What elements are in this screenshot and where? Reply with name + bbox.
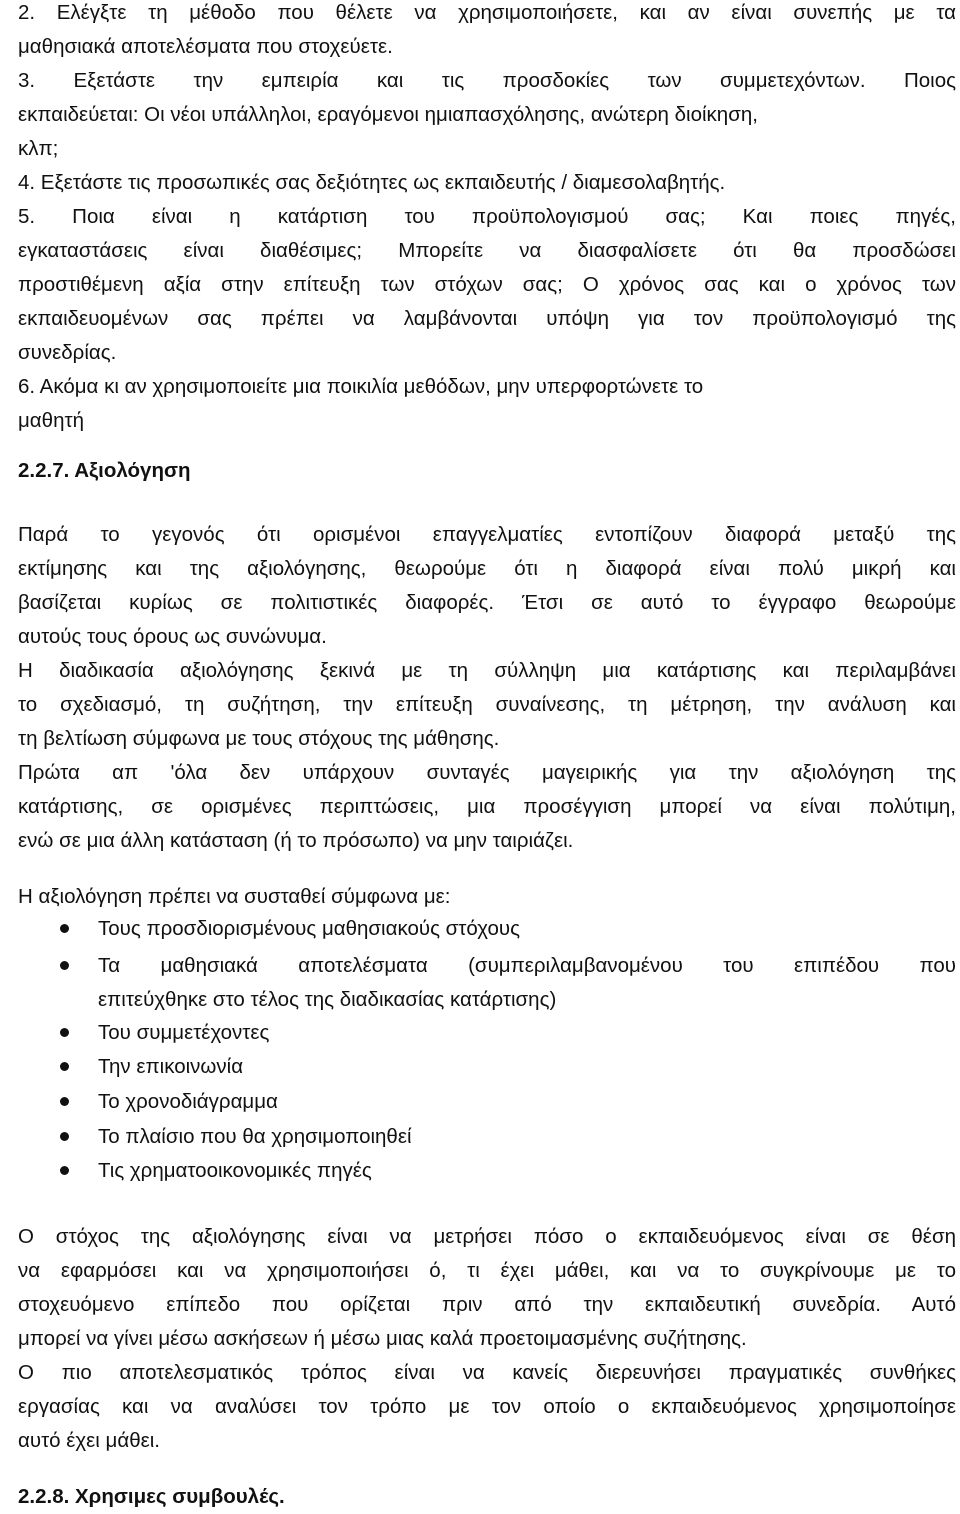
list-item-5-line-1: 5. Ποια είναι η κατάρτιση του προϋπολογισμού σας; Και ποιες πηγές, [18,205,956,228]
bullet-item-3: Του συμμετέχοντες [98,1021,270,1044]
list-item-3-line-2: εκπαιδεύεται: Οι νέοι υπάλληλοι, εραγόμενοι ημιαπασχόλησης, ανώτερη διοίκηση, [18,103,758,126]
bullet-item-6: Το πλαίσιο που θα χρησιμοποιηθεί [98,1125,412,1148]
list-item-4-line-1: 4. Εξετάστε τις προσωπικές σας δεξιότητες ως εκπαιδευτής / διαμεσολαβητής. [18,171,726,194]
bullet-item-1: Τους προσδιορισμένους μαθησιακούς στόχους [98,917,520,940]
list-item-6-line-2: μαθητή [18,409,84,432]
para-3-line-1: Πρώτα απ 'όλα δεν υπάρχουν συνταγές μαγειρικής για την αξιολόγηση της [18,761,956,784]
bullet-item-4: Την επικοινωνία [98,1055,244,1078]
section-heading-2-2-7: 2.2.7. Αξιολόγηση [18,459,191,482]
list-item-5-line-2: εγκαταστάσεις είναι διαθέσιμες; Μπορείτε να διασφαλίσετε ότι θα προσδώσει [18,239,956,262]
para-3-line-3: ενώ σε μια άλλη κατάσταση (ή το πρόσωπο) να μην ταιριάζει. [18,829,574,852]
list-item-2-line-1: 2. Ελέγξτε τη μέθοδο που θέλετε να χρησιμοποιήσετε, και αν είναι συνεπής με τα [18,1,956,24]
bullet-icon [60,1097,69,1106]
criteria-intro: Η αξιολόγηση πρέπει να συσταθεί σύμφωνα με: [18,885,451,908]
para-4-line-4: μπορεί να γίνει μέσω ασκήσεων ή μέσω μιας καλά προετοιμασμένης συζήτησης. [18,1327,747,1350]
bullet-icon [60,1028,69,1037]
bullet-item-2-line-1: Τα μαθησιακά αποτελέσματα (συμπεριλαμβανομένου του επιπέδου που [98,954,956,977]
bullet-item-7: Τις χρηματοοικονομικές πηγές [98,1159,372,1182]
para-5-line-3: αυτό έχει μάθει. [18,1429,160,1452]
para-5-line-1: Ο πιο αποτελεσματικός τρόπος είναι να κανείς διερευνήσει πραγματικές συνθήκες [18,1361,956,1384]
para-3-line-2: κατάρτισης, σε ορισμένες περιπτώσεις, μια προσέγγιση μπορεί να είναι πολύτιμη, [18,795,956,818]
para-4-line-2: να εφαρμόσει και να χρησιμοποιήσει ό, τι έχει μάθει, και να το συγκρίνουμε με το [18,1259,956,1282]
bullet-icon [60,1166,69,1175]
bullet-icon [60,1062,69,1071]
para-1-line-3: βασίζεται κυρίως σε πολιτιστικές διαφορές. Έτσι σε αυτό το έγγραφο θεωρούμε [18,591,956,614]
para-5-line-2: εργασίας και να αναλύσει τον τρόπο με τον οποίο ο εκπαιδευόμενος χρησιμοποίησε [18,1395,956,1418]
list-item-6-line-1: 6. Ακόμα κι αν χρησιμοποιείτε μια ποικιλία μεθόδων, μην υπερφορτώνετε το [18,375,704,398]
section-heading-2-2-8: 2.2.8. Χρησιμες συμβουλές. [18,1485,285,1508]
para-4-line-3: στοχευόμενο επίπεδο που ορίζεται πριν από την εκπαιδευτική συνεδρία. Αυτό [18,1293,956,1316]
bullet-icon [60,961,69,970]
para-2-line-3: τη βελτίωση σύμφωνα με τους στόχους της μάθησης. [18,727,500,750]
list-item-2-line-2: μαθησιακά αποτελέσματα που στοχεύετε. [18,35,393,58]
list-item-3-line-3: κλπ; [18,137,59,160]
bullet-item-5: Το χρονοδιάγραμμα [98,1090,278,1113]
list-item-5-line-3: προστιθέμενη αξία στην επίτευξη των στόχων σας; Ο χρόνος σας και ο χρόνος των [18,273,956,296]
list-item-5-line-4: εκπαιδευομένων σας πρέπει να λαμβάνονται υπόψη για τον προϋπολογισμό της [18,307,956,330]
para-2-line-1: Η διαδικασία αξιολόγησης ξεκινά με τη σύλληψη μια κατάρτισης και περιλαμβάνει [18,659,956,682]
list-item-3-line-1: 3. Εξετάστε την εμπειρία και τις προσδοκίες των συμμετεχόντων. Ποιος [18,69,956,92]
para-2-line-2: το σχεδιασμό, τη συζήτηση, την επίτευξη συναίνεσης, τη μέτρηση, την ανάλυση και [18,693,956,716]
list-item-5-line-5: συνεδρίας. [18,341,117,364]
para-4-line-1: Ο στόχος της αξιολόγησης είναι να μετρήσει πόσο ο εκπαιδευόμενος είναι σε θέση [18,1225,956,1248]
bullet-icon [60,1132,69,1141]
bullet-icon [60,924,69,933]
para-1-line-4: αυτούς τους όρους ως συνώνυμα. [18,625,327,648]
para-1-line-2: εκτίμησης και της αξιολόγησης, θεωρούμε ότι η διαφορά είναι πολύ μικρή και [18,557,956,580]
para-1-line-1: Παρά το γεγονός ότι ορισμένοι επαγγελματίες εντοπίζουν διαφορά μεταξύ της [18,523,956,546]
bullet-item-2-line-2: επιτεύχθηκε στο τέλος της διαδικασίας κατάρτισης) [98,988,557,1011]
